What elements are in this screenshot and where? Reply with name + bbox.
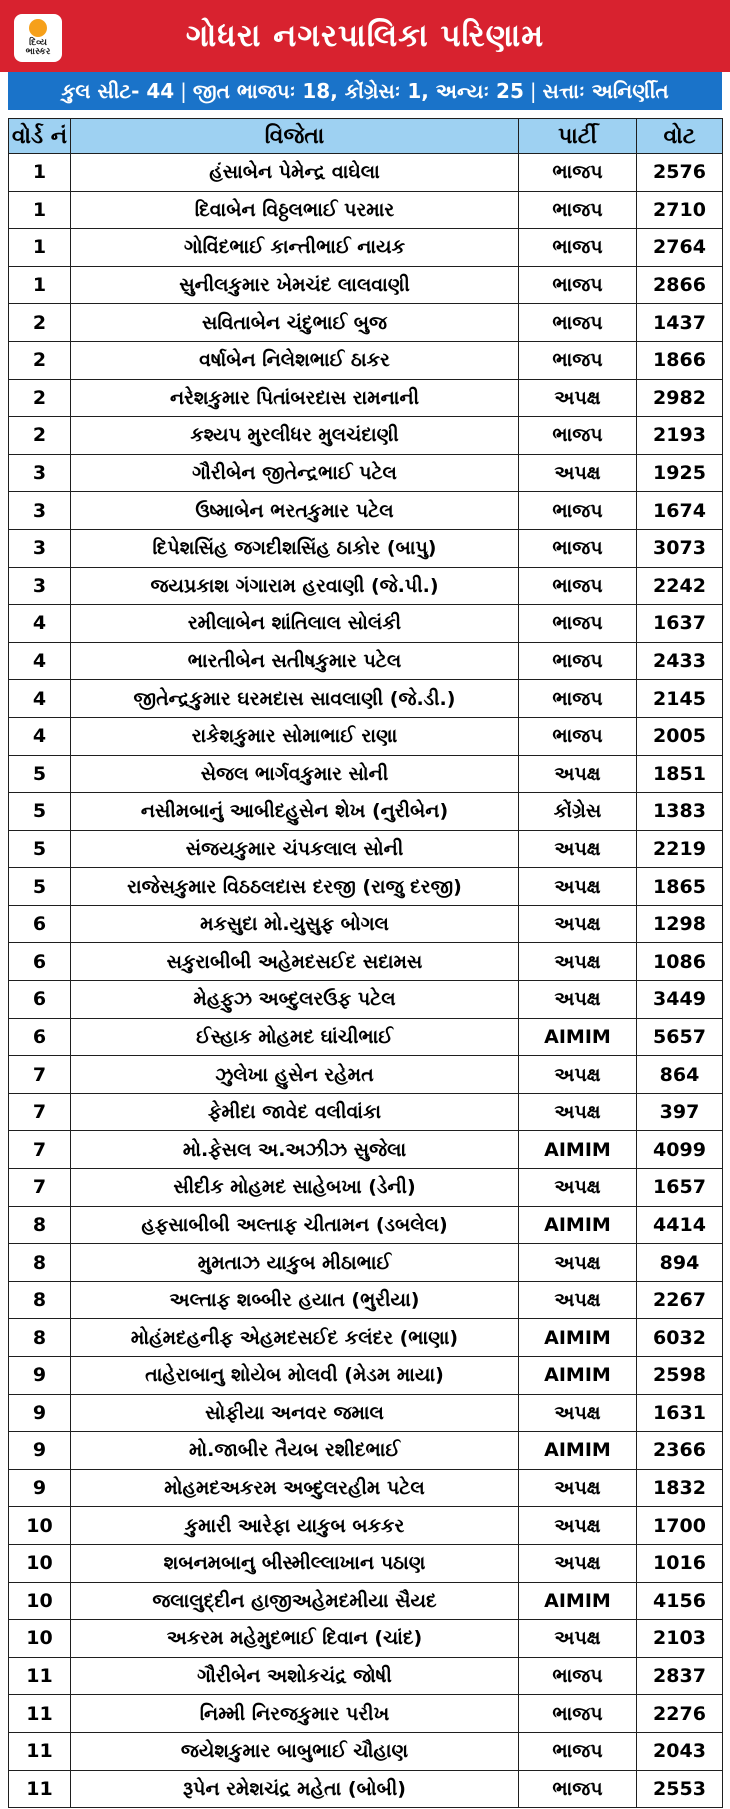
table-row — [9, 680, 723, 718]
votes-cell: 1016 — [637, 1544, 723, 1582]
votes-cell: 1637 — [637, 605, 723, 643]
table-row — [9, 1394, 723, 1432]
table-row — [9, 529, 723, 567]
winner-cell: રૂપેન રમેશચંદ્ર મહેતા (બોબી) — [71, 1770, 519, 1808]
ward-cell: 2 — [9, 417, 71, 455]
table-row — [9, 943, 723, 981]
votes-cell: 2005 — [637, 717, 723, 755]
winner-cell: મેહફુઝ અબ્દુલરઉફ પટેલ — [71, 981, 519, 1019]
votes-cell: 1832 — [637, 1469, 723, 1507]
party-cell: ભાજપ — [519, 341, 637, 379]
ward-cell: 9 — [9, 1394, 71, 1432]
party-cell: ભાજપ — [519, 304, 637, 342]
party-cell: કોંગ્રેસ — [519, 793, 637, 831]
party-cell: અપક્ષ — [519, 943, 637, 981]
winner-cell: ગૌરીબેન અશોકચંદ્ર જોષી — [71, 1657, 519, 1695]
party-cell: અપક્ષ — [519, 1244, 637, 1282]
winner-cell: સુનીલકુમાર ખેમચંદ લાલવાણી — [71, 266, 519, 304]
ward-cell: 7 — [9, 1056, 71, 1094]
party-cell: અપક્ષ — [519, 868, 637, 906]
votes-cell: 894 — [637, 1244, 723, 1282]
votes-cell: 864 — [637, 1056, 723, 1094]
party-cell: AIMIM — [519, 1206, 637, 1244]
ward-cell: 7 — [9, 1131, 71, 1169]
winner-cell: સીદીક મોહમદ સાહેબખા (ડેની) — [71, 1169, 519, 1207]
party-cell: ભાજપ — [519, 642, 637, 680]
ward-cell: 1 — [9, 191, 71, 229]
party-cell: અપક્ષ — [519, 1507, 637, 1545]
table-row — [9, 1244, 723, 1282]
party-cell: AIMIM — [519, 1319, 637, 1357]
ward-cell: 1 — [9, 229, 71, 267]
votes-cell: 3449 — [637, 981, 723, 1019]
winner-cell: મો.જાબીર તૈયબ રશીદભાઈ — [71, 1432, 519, 1470]
votes-cell: 1865 — [637, 868, 723, 906]
ward-cell: 10 — [9, 1582, 71, 1620]
winner-cell: જયેશકુમાર બાબુભાઈ ચૌહાણ — [71, 1732, 519, 1770]
table-row — [9, 981, 723, 1019]
ward-cell: 8 — [9, 1319, 71, 1357]
votes-cell: 2764 — [637, 229, 723, 267]
ward-cell: 6 — [9, 943, 71, 981]
winner-cell: ઉષ્માબેન ભરતકુમાર પટેલ — [71, 492, 519, 530]
table-row — [9, 454, 723, 492]
ward-cell: 8 — [9, 1206, 71, 1244]
table-row — [9, 154, 723, 192]
winner-cell: સકુરાબીબી અહેમદસઈદ સદામસ — [71, 943, 519, 981]
table-row — [9, 1432, 723, 1470]
party-cell: ભાજપ — [519, 1695, 637, 1733]
winner-cell: મકસુદા મો.યુસુફ બોગલ — [71, 905, 519, 943]
ward-cell: 3 — [9, 529, 71, 567]
table-row — [9, 905, 723, 943]
table-row — [9, 1357, 723, 1395]
party-cell: અપક્ષ — [519, 1281, 637, 1319]
votes-cell: 6032 — [637, 1319, 723, 1357]
winner-cell: નસીમબાનું આબીદહુસેન શેખ (નુરીબેન) — [71, 793, 519, 831]
votes-cell: 2145 — [637, 680, 723, 718]
party-cell: ભાજપ — [519, 680, 637, 718]
table-row — [9, 1206, 723, 1244]
votes-cell: 2242 — [637, 567, 723, 605]
table-row — [9, 717, 723, 755]
table-row — [9, 1093, 723, 1131]
votes-cell: 3073 — [637, 529, 723, 567]
column-header-ward: વોર્ડ નં — [9, 119, 71, 154]
table-header-row — [9, 119, 723, 154]
ward-cell: 9 — [9, 1432, 71, 1470]
party-cell: ભાજપ — [519, 417, 637, 455]
ward-cell: 11 — [9, 1695, 71, 1733]
winner-cell: સંજયકુમાર ચંપકલાલ સોની — [71, 830, 519, 868]
table-row — [9, 1582, 723, 1620]
column-header-winner: વિજેતા — [71, 119, 519, 154]
winner-cell: તાહેરાબાનુ શોયેબ મોલવી (મેડમ માયા) — [71, 1357, 519, 1395]
winner-cell: શબનમબાનુ બીસ્મીલ્લાખાન પઠાણ — [71, 1544, 519, 1582]
ward-cell: 4 — [9, 605, 71, 643]
ward-cell: 9 — [9, 1469, 71, 1507]
party-cell: ભાજપ — [519, 605, 637, 643]
winner-cell: જલાલુદ્દીન હાજીઅહેમદમીયા સૈયદ — [71, 1582, 519, 1620]
table-row — [9, 793, 723, 831]
ward-cell: 5 — [9, 868, 71, 906]
title-bar — [0, 0, 730, 72]
winner-cell: ભારતીબેન સતીષકુમાર પટેલ — [71, 642, 519, 680]
ward-cell: 1 — [9, 266, 71, 304]
party-cell: અપક્ષ — [519, 1544, 637, 1582]
ward-cell: 2 — [9, 341, 71, 379]
winner-cell: કશ્યપ મુરલીધર મુલચંદાણી — [71, 417, 519, 455]
party-cell: ભાજપ — [519, 1732, 637, 1770]
votes-cell: 4414 — [637, 1206, 723, 1244]
party-cell: અપક્ષ — [519, 1169, 637, 1207]
ward-cell: 11 — [9, 1770, 71, 1808]
party-cell: ભાજપ — [519, 529, 637, 567]
winner-cell: કુમારી આરેફા યાકુબ બકકર — [71, 1507, 519, 1545]
table-row — [9, 567, 723, 605]
table-row — [9, 1018, 723, 1056]
party-cell: અપક્ષ — [519, 379, 637, 417]
ward-cell: 7 — [9, 1093, 71, 1131]
votes-cell: 2366 — [637, 1432, 723, 1470]
votes-cell: 1631 — [637, 1394, 723, 1432]
column-header-votes: વોટ — [637, 119, 723, 154]
table-row — [9, 304, 723, 342]
table-row — [9, 605, 723, 643]
ward-cell: 6 — [9, 981, 71, 1019]
party-cell: ભાજપ — [519, 154, 637, 192]
party-cell: AIMIM — [519, 1131, 637, 1169]
table-row — [9, 1732, 723, 1770]
table-row — [9, 1281, 723, 1319]
party-cell: અપક્ષ — [519, 1620, 637, 1658]
ward-cell: 5 — [9, 830, 71, 868]
winner-cell: દિવાબેન વિઠ્ઠલભાઈ પરમાર — [71, 191, 519, 229]
party-cell: AIMIM — [519, 1432, 637, 1470]
column-header-party: પાર્ટી — [519, 119, 637, 154]
separator: | — [180, 79, 187, 103]
table-row — [9, 1657, 723, 1695]
party-cell: AIMIM — [519, 1582, 637, 1620]
votes-cell: 2433 — [637, 642, 723, 680]
party-cell: ભાજપ — [519, 1657, 637, 1695]
ward-cell: 2 — [9, 379, 71, 417]
winner-cell: દિપેશસિંહ જગદીશસિંહ ઠાકોર (બાપુ) — [71, 529, 519, 567]
winner-cell: મો.ફેસલ અ.અઝીઝ સુજેલા — [71, 1131, 519, 1169]
party-cell: ભાજપ — [519, 266, 637, 304]
ward-cell: 6 — [9, 905, 71, 943]
votes-cell: 2598 — [637, 1357, 723, 1395]
ward-cell: 7 — [9, 1169, 71, 1207]
winner-cell: ગોવિંદભાઈ કાન્તીભાઈ નાયક — [71, 229, 519, 267]
ward-cell: 10 — [9, 1544, 71, 1582]
table-row — [9, 868, 723, 906]
logo-text-line2: ભાસ્કર — [25, 47, 51, 57]
party-cell: ભાજપ — [519, 1770, 637, 1808]
votes-cell: 2267 — [637, 1281, 723, 1319]
ward-cell: 1 — [9, 154, 71, 192]
logo-text-line1: દિવ્ય — [29, 38, 47, 48]
divya-bhaskar-logo — [14, 14, 62, 62]
winner-cell: અલ્તાફ શબ્બીર હયાત (ભુરીયા) — [71, 1281, 519, 1319]
table-row — [9, 417, 723, 455]
table-row — [9, 1169, 723, 1207]
votes-cell: 2043 — [637, 1732, 723, 1770]
party-cell: ભાજપ — [519, 567, 637, 605]
ward-cell: 3 — [9, 567, 71, 605]
votes-cell: 1383 — [637, 793, 723, 831]
votes-cell: 1700 — [637, 1507, 723, 1545]
table-row — [9, 1620, 723, 1658]
ward-cell: 5 — [9, 755, 71, 793]
table-row — [9, 492, 723, 530]
votes-cell: 2866 — [637, 266, 723, 304]
party-cell: AIMIM — [519, 1357, 637, 1395]
party-cell: અપક્ષ — [519, 981, 637, 1019]
table-row — [9, 642, 723, 680]
table-row — [9, 1507, 723, 1545]
party-cell: અપક્ષ — [519, 905, 637, 943]
votes-cell: 1866 — [637, 341, 723, 379]
votes-cell: 2710 — [637, 191, 723, 229]
ward-cell: 6 — [9, 1018, 71, 1056]
votes-cell: 2219 — [637, 830, 723, 868]
party-cell: ભાજપ — [519, 492, 637, 530]
votes-cell: 1437 — [637, 304, 723, 342]
votes-cell: 4156 — [637, 1582, 723, 1620]
winner-cell: ફેમીદા જાવેદ વલીવાંકા — [71, 1093, 519, 1131]
separator: | — [529, 79, 537, 103]
winner-cell: સોફીયા અનવર જમાલ — [71, 1394, 519, 1432]
table-row — [9, 1319, 723, 1357]
winner-cell: મુમતાઝ યાકુબ મીઠાભાઈ — [71, 1244, 519, 1282]
winner-cell: જીતેન્દ્રકુમાર ઘરમદાસ સાવલાણી (જે.ડી.) — [71, 680, 519, 718]
winner-cell: સવિતાબેન ચંદુભાઈ બુજ — [71, 304, 519, 342]
power-status: સત્તાઃ અનિર્ણીત — [542, 79, 669, 103]
ward-cell: 4 — [9, 642, 71, 680]
table-row — [9, 1056, 723, 1094]
votes-cell: 2576 — [637, 154, 723, 192]
winner-cell: નિમ્મી નિરજકુમાર પરીખ — [71, 1695, 519, 1733]
votes-cell: 2193 — [637, 417, 723, 455]
winner-cell: અકરમ મહેમુદભાઈ દિવાન (ચાંદ) — [71, 1620, 519, 1658]
party-cell: અપક્ષ — [519, 830, 637, 868]
winner-cell: વર્ષાબેન નિલેશભાઈ ઠાકર — [71, 341, 519, 379]
sun-icon — [29, 19, 47, 37]
total-seats: કુલ સીટ- 44 — [61, 79, 175, 103]
table-row — [9, 341, 723, 379]
ward-cell: 4 — [9, 680, 71, 718]
party-cell: અપક્ષ — [519, 1056, 637, 1094]
winner-cell: ગૌરીબેન જીતેન્દ્રભાઈ પટેલ — [71, 454, 519, 492]
winner-cell: ઈસ્હાક મોહમદ ઘાંચીભાઈ — [71, 1018, 519, 1056]
winner-cell: નરેશકુમાર પિતાંબરદાસ રામનાની — [71, 379, 519, 417]
table-row — [9, 1469, 723, 1507]
ward-cell: 3 — [9, 492, 71, 530]
winner-cell: હફસાબીબી અલ્તાફ ચીતામન (ડબલેલ) — [71, 1206, 519, 1244]
party-cell: ભાજપ — [519, 191, 637, 229]
party-cell: અપક્ષ — [519, 755, 637, 793]
table-row — [9, 229, 723, 267]
votes-cell: 2982 — [637, 379, 723, 417]
winner-cell: મોહમદઅકરમ અબ્દુલરહીમ પટેલ — [71, 1469, 519, 1507]
votes-cell: 2103 — [637, 1620, 723, 1658]
party-cell: અપક્ષ — [519, 454, 637, 492]
results-body — [9, 154, 723, 1808]
page-title: ગોધરા નગરપાલિકા પરિણામ — [185, 17, 545, 54]
votes-cell: 1925 — [637, 454, 723, 492]
table-row — [9, 1770, 723, 1808]
winner-cell: હંસાબેન પેમેન્દ્ર વાઘેલા — [71, 154, 519, 192]
party-cell: ભાજપ — [519, 717, 637, 755]
votes-cell: 2553 — [637, 1770, 723, 1808]
ward-cell: 5 — [9, 793, 71, 831]
votes-cell: 397 — [637, 1093, 723, 1131]
winner-cell: ઝુલેખા હુસેન રહેમત — [71, 1056, 519, 1094]
votes-cell: 1851 — [637, 755, 723, 793]
winner-cell: રમીલાબેન શાંતિલાલ સોલંકી — [71, 605, 519, 643]
party-cell: અપક્ષ — [519, 1394, 637, 1432]
summary-bar — [8, 72, 722, 110]
winner-cell: સેજલ ભાર્ગવકુમાર સોની — [71, 755, 519, 793]
ward-cell: 3 — [9, 454, 71, 492]
votes-cell: 5657 — [637, 1018, 723, 1056]
results-table — [8, 118, 723, 1808]
ward-cell: 11 — [9, 1657, 71, 1695]
table-row — [9, 830, 723, 868]
votes-cell: 1657 — [637, 1169, 723, 1207]
votes-cell: 2276 — [637, 1695, 723, 1733]
votes-cell: 1674 — [637, 492, 723, 530]
table-row — [9, 379, 723, 417]
party-cell: અપક્ષ — [519, 1093, 637, 1131]
votes-cell: 1298 — [637, 905, 723, 943]
ward-cell: 8 — [9, 1244, 71, 1282]
ward-cell: 4 — [9, 717, 71, 755]
ward-cell: 11 — [9, 1732, 71, 1770]
table-row — [9, 1131, 723, 1169]
winner-cell: જયપ્રકાશ ગંગારામ હરવાણી (જે.પી.) — [71, 567, 519, 605]
votes-cell: 1086 — [637, 943, 723, 981]
ward-cell: 2 — [9, 304, 71, 342]
winner-cell: રાજેસકુમાર વિઠઠલદાસ દરજી (રાજુ દરજી) — [71, 868, 519, 906]
party-wins: જીત ભાજપઃ 18, કોંગ્રેસઃ 1, અન્યઃ 25 — [192, 79, 524, 103]
ward-cell: 8 — [9, 1281, 71, 1319]
table-row — [9, 266, 723, 304]
winner-cell: રાકેશકુમાર સોમાભાઈ રાણા — [71, 717, 519, 755]
ward-cell: 10 — [9, 1620, 71, 1658]
ward-cell: 10 — [9, 1507, 71, 1545]
votes-cell: 4099 — [637, 1131, 723, 1169]
party-cell: અપક્ષ — [519, 1469, 637, 1507]
winner-cell: મોહંમદહનીફ એહમદસઈદ કલંદર (ભાણા) — [71, 1319, 519, 1357]
table-row — [9, 1695, 723, 1733]
party-cell: AIMIM — [519, 1018, 637, 1056]
table-row — [9, 755, 723, 793]
table-row — [9, 191, 723, 229]
party-cell: ભાજપ — [519, 229, 637, 267]
votes-cell: 2837 — [637, 1657, 723, 1695]
ward-cell: 9 — [9, 1357, 71, 1395]
table-row — [9, 1544, 723, 1582]
